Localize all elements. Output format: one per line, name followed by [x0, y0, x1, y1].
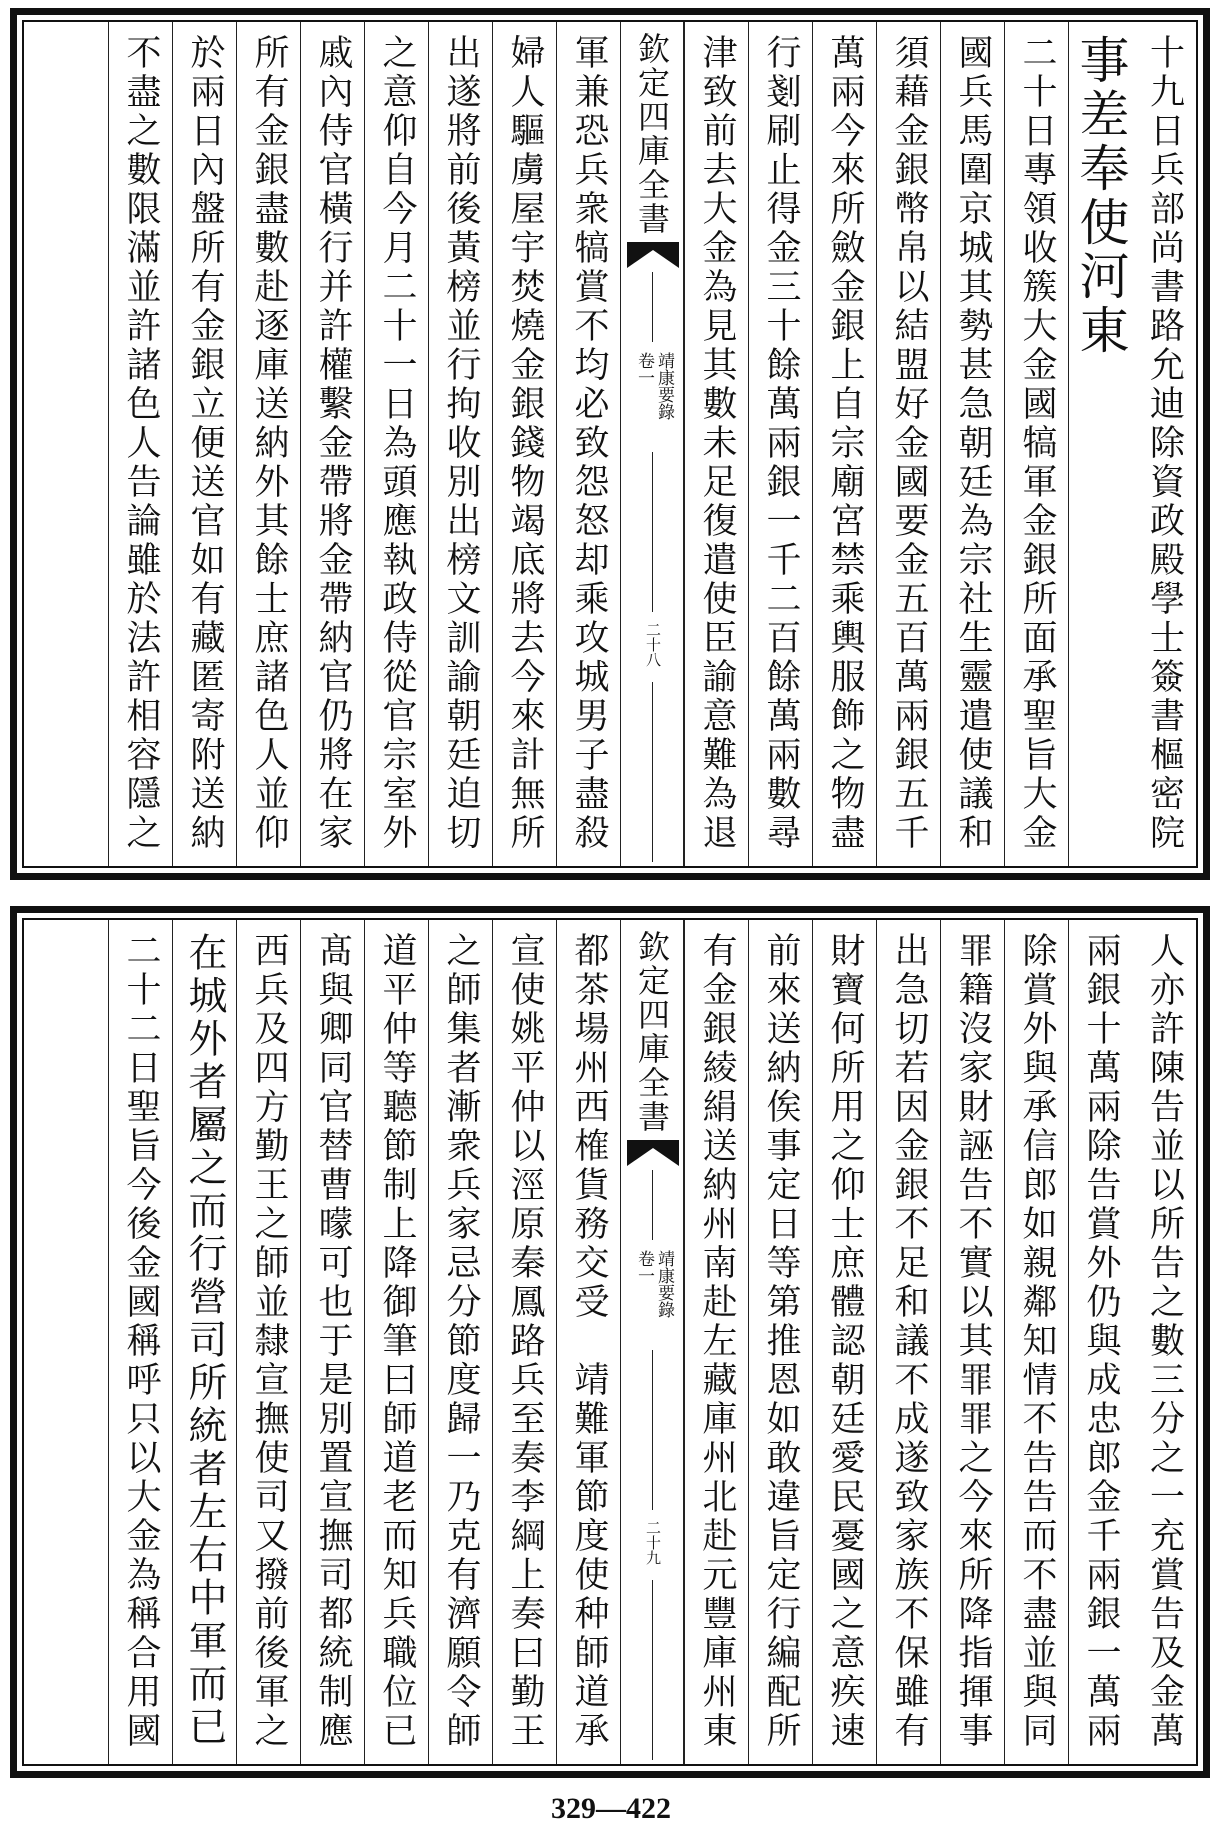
column-text: 事差奉使河東 [1071, 34, 1130, 358]
column-text: 婦人驅虜屋宇焚燒金銀錢物竭底將去今來計無所 [505, 34, 545, 853]
text-column [492, 920, 556, 1764]
lower-page-frame [22, 918, 1198, 1766]
text-column [812, 920, 876, 1764]
column-text: 須藉金銀幣帛以結盟好金國要金五百萬兩銀五千 [889, 34, 929, 853]
lower-page [10, 906, 1210, 1778]
column-text: 兩銀十萬兩除告賞外仍與成忠郎金千兩銀一萬兩 [1081, 932, 1121, 1751]
book-title: 靖康要錄 [654, 1250, 674, 1318]
column-text: 戚內侍官橫行并許權繫金帶將金帶納官仍將在家 [313, 34, 353, 853]
fishtail-mark-icon [627, 242, 679, 268]
page-number: 329—422 [551, 1792, 671, 1825]
center-strip [620, 920, 684, 1764]
text-column [876, 22, 940, 866]
volume-label: 卷一 [634, 1250, 654, 1284]
column-text: 罪籍沒家財誣告不實以其罪罪之今來所降指揮事 [953, 932, 993, 1751]
text-column [1004, 22, 1068, 866]
text-column [236, 920, 300, 1764]
column-text: 十九日兵部尚書路允迪除資政殿學士簽書樞密院 [1144, 34, 1185, 853]
column-text: 財寶何所用之仰士庶體認朝廷愛民憂國之意疾速 [825, 932, 865, 1751]
text-column [684, 22, 748, 866]
text-column [1004, 920, 1068, 1764]
text-column [1068, 920, 1132, 1764]
column-text: 二十二日聖旨今後金國稱呼只以大金為稱合用國 [121, 932, 161, 1751]
text-column [748, 920, 812, 1764]
column-text: 有金銀綾絹送納州南赴左藏庫州北赴元豐庫州東 [697, 932, 737, 1751]
text-column [364, 22, 428, 866]
text-column [108, 920, 172, 1764]
column-text: 所有金銀盡數赴逐庫送納外其餘士庶諸色人並仰 [249, 34, 289, 853]
text-column [108, 22, 172, 866]
text-column [364, 920, 428, 1764]
collection-title: 欽定四庫全書 [633, 930, 671, 1134]
column-text: 西兵及四方勤王之師並隸宣撫使司又撥前後軍之 [249, 932, 289, 1751]
text-column [172, 22, 236, 866]
leaf-number: 二十九 [644, 1520, 662, 1565]
text-column [684, 920, 748, 1764]
column-text: 不盡之數限滿並許諸色人告論雖於法許相容隱之 [121, 34, 161, 853]
text-column [428, 22, 492, 866]
text-column [1068, 22, 1132, 866]
text-column [1132, 22, 1196, 866]
column-text: 前來送納俟事定日等第推恩如敢違旨定行編配所 [761, 932, 801, 1751]
column-text: 行剗刷止得金三十餘萬兩銀一千二百餘萬兩數尋 [761, 34, 801, 853]
column-text: 宣使姚平仲以涇原秦鳳路兵至奏李綱上奏曰勤王 [505, 932, 545, 1751]
column-text: 之師集者漸衆兵家忌分節度歸一乃克有濟願令師 [441, 932, 481, 1751]
text-column [876, 920, 940, 1764]
text-column [812, 22, 876, 866]
text-column [300, 920, 364, 1764]
text-column [428, 920, 492, 1764]
upper-page-frame [22, 20, 1198, 868]
volume-label: 卷一 [634, 352, 654, 386]
column-text: 於兩日內盤所有金銀立便送官如有藏匿寄附送納 [185, 34, 225, 853]
text-column [172, 920, 236, 1764]
column-text: 國兵馬圍京城其勢甚急朝廷為宗社生靈遣使議和 [953, 34, 993, 853]
text-column [236, 22, 300, 866]
text-column [556, 22, 620, 866]
column-text: 出遂將前後黃榜並行拘收別出榜文訓諭朝廷迫切 [441, 34, 481, 853]
column-text: 人亦許陳告並以所告之數三分之一充賞告及金萬 [1144, 932, 1185, 1751]
center-strip [620, 22, 684, 866]
leaf-number: 二十八 [644, 622, 662, 667]
column-text: 在城外者屬之而行營司所統者左右中軍而已 [182, 932, 227, 1749]
column-text: 髙與卿同官替曹曚可也于是別置宣撫司都統制應 [313, 932, 353, 1751]
text-column [300, 22, 364, 866]
column-text: 萬兩今來所斂金銀上自宗廟宮禁乘輿服飾之物盡 [825, 34, 865, 853]
column-text: 之意仰自今月二十一日為頭應執政侍從官宗室外 [377, 34, 417, 853]
column-text: 道平仲等聽節制上降御筆曰師道老而知兵職位已 [377, 932, 417, 1751]
fishtail-mark-icon [627, 1140, 679, 1166]
text-column [940, 920, 1004, 1764]
collection-title: 欽定四庫全書 [633, 32, 671, 236]
column-text: 二十日專領收簇大金國犒軍金銀所面承聖旨大金 [1017, 34, 1057, 853]
text-column [556, 920, 620, 1764]
text-column [1132, 920, 1196, 1764]
column-text: 除賞外與承信郎如親鄰知情不告告而不盡並與同 [1017, 932, 1057, 1751]
column-text: 都茶場州西榷貨務交受 靖難軍節度使种師道承 [569, 932, 609, 1751]
book-title: 靖康要錄 [654, 352, 674, 420]
text-column [492, 22, 556, 866]
text-column [940, 22, 1004, 866]
column-text: 津致前去大金為見其數未足復遣使臣諭意難為退 [697, 34, 737, 853]
upper-page [10, 8, 1210, 880]
column-text: 出急切若因金銀不足和議不成遂致家族不保雖有 [889, 932, 929, 1751]
column-text: 軍兼恐兵衆犒賞不均必致怨怒却乘攻城男子盡殺 [569, 34, 609, 853]
text-column [748, 22, 812, 866]
